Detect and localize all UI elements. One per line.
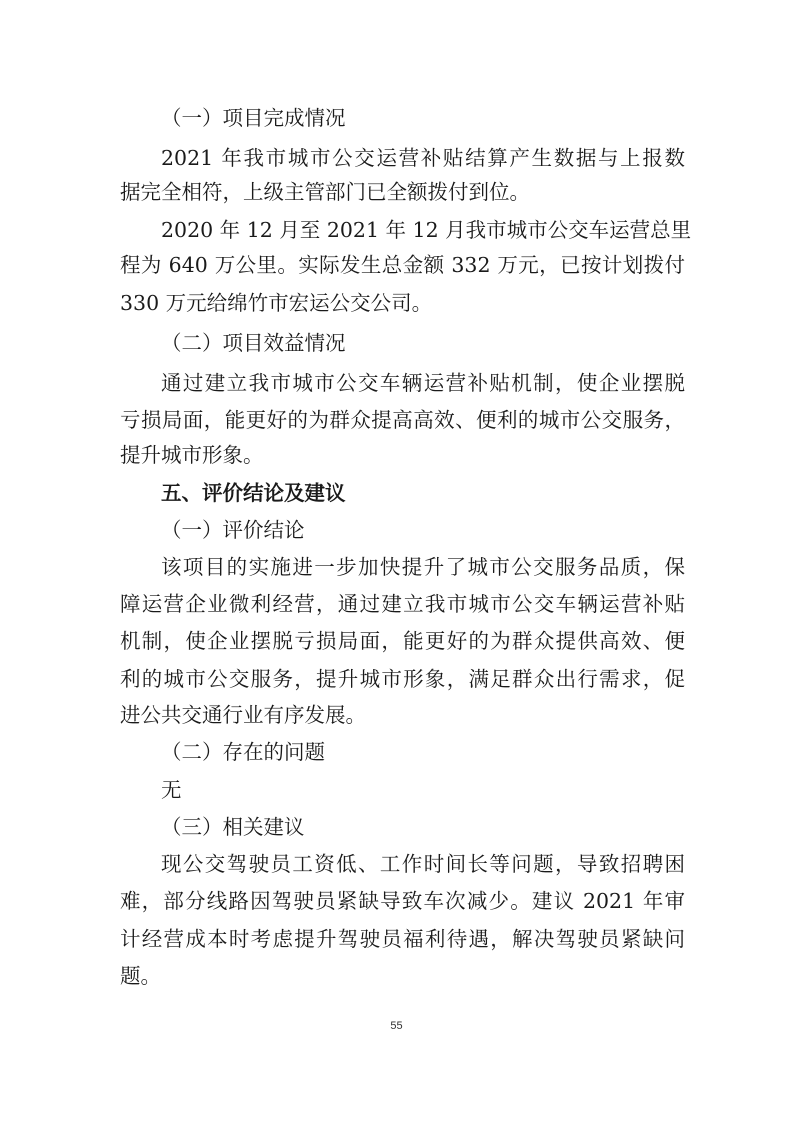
paragraph-line: 现公交驾驶员工资低、工作时间长等问题，导致招聘困 bbox=[161, 852, 685, 876]
paragraph-line: 330 万元给绵竹市宏运公交公司。 bbox=[120, 291, 433, 315]
subheading-evaluation-conclusion: （一）评价结论 bbox=[161, 518, 305, 542]
paragraph-line: 进公共交通行业有序发展。 bbox=[120, 703, 366, 727]
subheading-existing-issues: （二）存在的问题 bbox=[161, 740, 325, 764]
paragraph-line: 难，部分线路因驾驶员紧缺导致车次减少。建议 2021 年审 bbox=[120, 889, 685, 913]
paragraph-line: 计经营成本时考虑提升驾驶员福利待遇，解决驾驶员紧缺问 bbox=[120, 927, 685, 951]
paragraph-line: 2020 年 12 月至 2021 年 12 月我市城市公交车运营总里 bbox=[161, 218, 692, 242]
paragraph-line: 提升城市形象。 bbox=[120, 443, 264, 467]
section-heading-conclusion: 五、评价结论及建议 bbox=[161, 481, 346, 505]
subheading-project-completion: （一）项目完成情况 bbox=[161, 106, 346, 130]
paragraph-line: 2021 年我市城市公交运营补贴结算产生数据与上报数 bbox=[161, 146, 685, 170]
paragraph-line: 机制，使企业摆脱亏损局面，能更好的为群众提供高效、便 bbox=[120, 629, 685, 653]
paragraph-line: 程为 640 万公里。实际发生总金额 332 万元，已按计划拨付 bbox=[120, 253, 685, 277]
paragraph-line: 障运营企业微利经营，通过建立我市城市公交车辆运营补贴 bbox=[120, 592, 685, 616]
paragraph-line: 无 bbox=[161, 778, 182, 802]
paragraph-line: 据完全相符，上级主管部门已全额拨付到位。 bbox=[120, 180, 530, 204]
page-number: 55 bbox=[390, 1020, 403, 1032]
subheading-project-benefits: （二）项目效益情况 bbox=[161, 331, 346, 355]
paragraph-line: 该项目的实施进一步加快提升了城市公交服务品质，保 bbox=[161, 555, 685, 579]
subheading-related-suggestions: （三）相关建议 bbox=[161, 815, 305, 839]
paragraph-line: 亏损局面，能更好的为群众提高高效、便利的城市公交服务， bbox=[120, 408, 685, 432]
paragraph-line: 利的城市公交服务，提升城市形象，满足群众出行需求，促 bbox=[120, 667, 685, 691]
paragraph-line: 通过建立我市城市公交车辆运营补贴机制，使企业摆脱 bbox=[161, 371, 685, 395]
paragraph-line: 题。 bbox=[120, 964, 161, 988]
